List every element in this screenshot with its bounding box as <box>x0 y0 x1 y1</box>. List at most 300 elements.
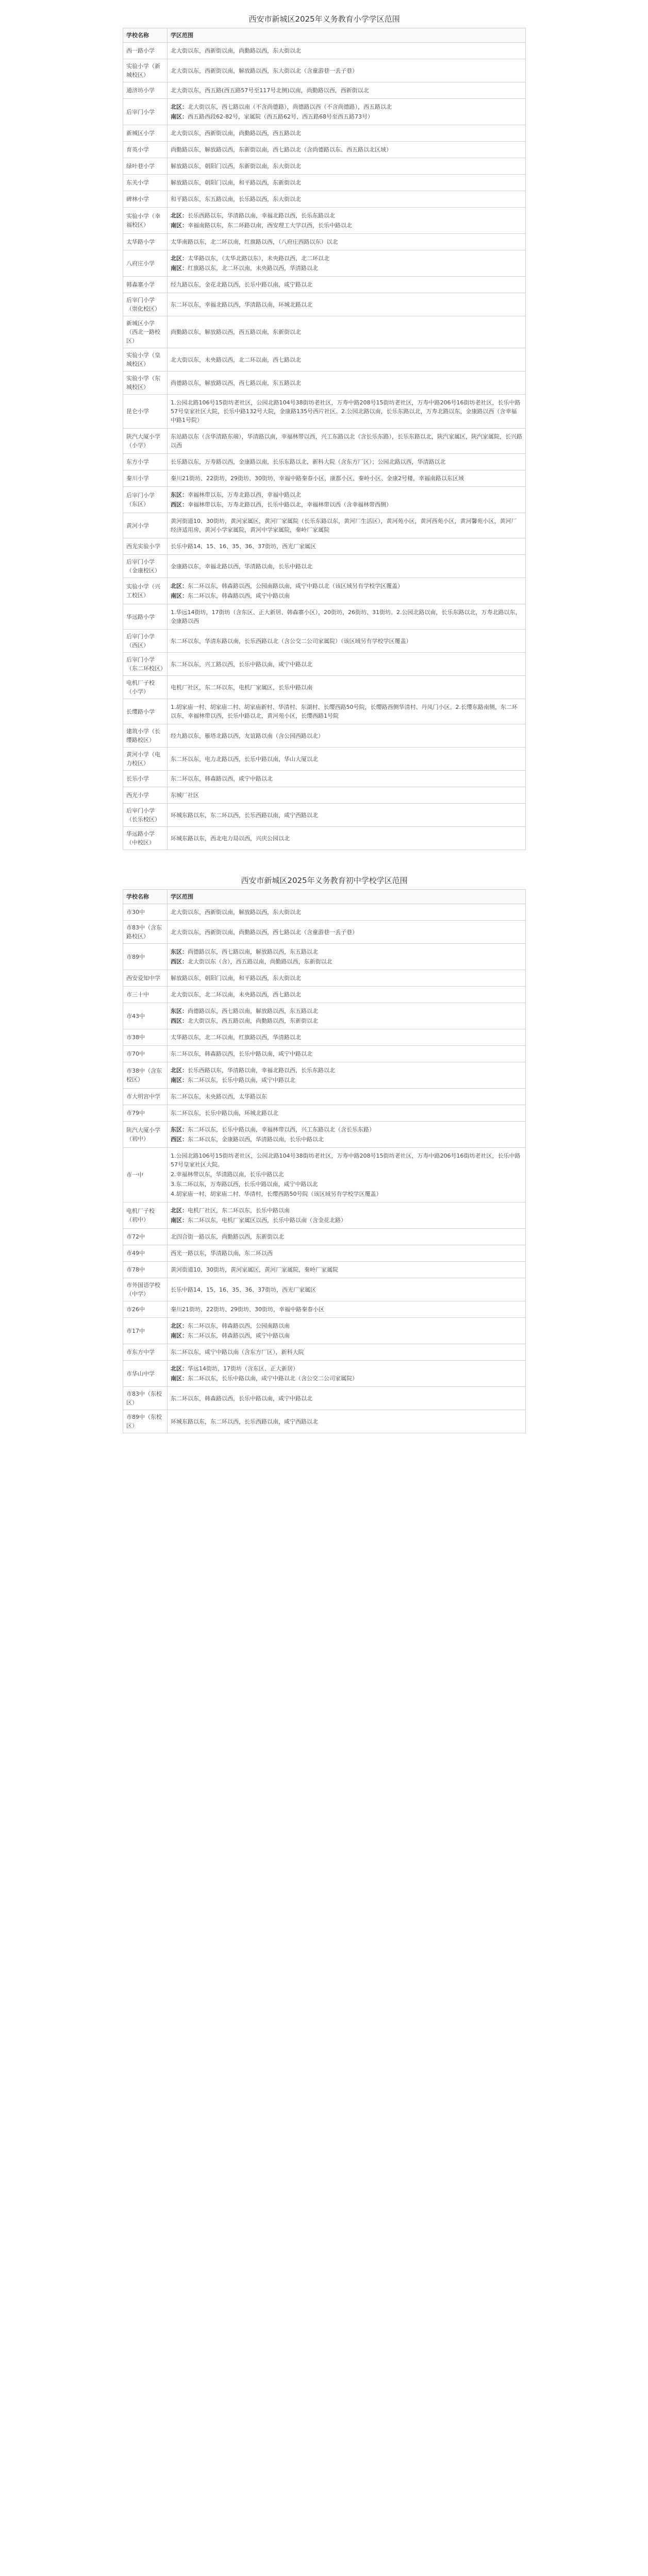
school-area-cell <box>168 429 526 454</box>
area-line <box>171 264 522 273</box>
area-text: 经九路以东，金花北路以西，长乐中路以南，咸宁路以北 <box>171 281 312 288</box>
table-row <box>123 208 526 234</box>
school-name-cell: 市83中（东校区） <box>123 1387 168 1410</box>
area-line <box>171 280 522 289</box>
area-line <box>171 254 522 263</box>
area-label: 西区： <box>171 958 188 965</box>
area-line <box>171 608 522 625</box>
area-label: 北区： <box>171 212 188 219</box>
school-name-cell: 秦川小学 <box>123 470 168 487</box>
school-name-cell: 八府庄小学 <box>123 250 168 277</box>
area-label: 东区： <box>171 948 188 955</box>
school-area-cell <box>168 277 526 293</box>
school-area-cell <box>168 1262 526 1278</box>
document-page <box>123 10 526 1433</box>
area-text: 环城东路以东，西北电力局以西，兴庆公园以北 <box>171 835 290 842</box>
area-line <box>171 811 522 820</box>
table-row <box>123 175 526 191</box>
school-area-cell <box>168 1318 526 1344</box>
area-text: 北大街以东，未央路以西，北二环以南，西七路以北 <box>171 356 301 363</box>
area-text: 长乐中路14、15、16、35、36、37街坊，西光厂家属区 <box>171 1286 316 1293</box>
area-line <box>171 834 522 843</box>
area-text: 华远14街坊，17街坊（含东区、正大新居） <box>188 1365 298 1372</box>
school-name-cell: 后宰门小学（金康校区） <box>123 555 168 578</box>
school-name-cell: 后宰门小学（西区） <box>123 630 168 653</box>
school-name-cell: 华远路小学（中校区） <box>123 827 168 850</box>
area-text: 解放路以东，朝阳门以南，和平路以西，东大街以北 <box>171 975 301 981</box>
area-line <box>171 1249 522 1258</box>
area-line <box>171 732 522 740</box>
school-name-cell: 市东方中学 <box>123 1344 168 1361</box>
school-name-cell: 西光小学 <box>123 787 168 804</box>
school-name-cell: 市17中 <box>123 1318 168 1344</box>
area-text: 太华路以东，（太华北路以东），未央路以西，北二环以北 <box>188 255 329 262</box>
area-line <box>171 474 522 483</box>
school-name-cell: 东方小学 <box>123 454 168 470</box>
table-row <box>123 1301 526 1318</box>
area-text: 北大街以东，西五路以南，尚勤路以西，东新街以北 <box>188 1018 318 1024</box>
area-text: 长乐中路14、15、16、35、36、37街坊，西光厂家属区 <box>171 543 316 550</box>
table-row <box>123 1229 526 1245</box>
school-name-cell: 建筑小学（长缨路校区） <box>123 724 168 748</box>
table-row <box>123 630 526 653</box>
area-line <box>171 221 522 230</box>
area-label: 南区： <box>171 1217 188 1224</box>
area-text: 电机厂社区，东二环以东，长乐中路以南 <box>188 1207 290 1214</box>
school-area-cell <box>168 699 526 724</box>
table-row <box>123 1361 526 1387</box>
school-area-cell <box>168 1278 526 1301</box>
school-area-cell <box>168 724 526 748</box>
school-area-cell <box>168 676 526 699</box>
area-label: 北区： <box>171 583 188 589</box>
school-area-cell <box>168 175 526 191</box>
area-line <box>171 791 522 800</box>
table-row <box>123 748 526 771</box>
table-row <box>123 1029 526 1046</box>
school-area-cell <box>168 293 526 316</box>
school-name-cell: 新城区小学 <box>123 125 168 142</box>
school-name-cell: 后宰门小学 <box>123 99 168 125</box>
area-line <box>171 145 522 154</box>
school-area-cell <box>168 348 526 371</box>
area-text: 环城东路以东，东二环以西，长乐西路以南，咸宁西路以北 <box>171 811 318 819</box>
primary-table-title: 西安市新城区2025年义务教育小学学区范围 <box>248 14 400 24</box>
table-header-row <box>123 28 526 43</box>
table-row <box>123 970 526 987</box>
area-line <box>171 178 522 187</box>
table-row <box>123 1062 526 1089</box>
school-name-cell: 黄河小学（电力校区） <box>123 748 168 771</box>
area-line <box>171 432 522 450</box>
area-text: 1.华远14街坊，17街坊（含东区、正大新居、韩森寨小区），20街坊，26街坊、31街坊。2.公园北路以南，长乐东路以北，万寿北路以东，金康路以西 <box>171 609 521 624</box>
area-text: 东二环以东，幸福北路以西，华清路以南，环城北路以北 <box>171 301 312 308</box>
school-area-cell <box>168 804 526 827</box>
area-label: 西区： <box>171 501 188 508</box>
area-text: 北大街以东，西新街以南，解放路以西，东大街以北（含童游巷一丢子巷） <box>171 67 358 74</box>
area-text: 东二环以东，韩森路以西，长乐中路以南，咸宁中路以北 <box>171 1395 312 1402</box>
area-line <box>171 1151 522 1169</box>
table-row <box>123 454 526 470</box>
area-text: 北大街以东，西新街以南，解放路以西，东大街以北 <box>171 909 301 916</box>
school-name-cell: 育英小学 <box>123 142 168 158</box>
school-area-cell <box>168 538 526 555</box>
area-text: 东二环以东，韩森路以西，咸宁中路以南 <box>188 1332 290 1339</box>
area-line <box>171 591 522 600</box>
area-line <box>171 1180 522 1189</box>
area-line <box>171 637 522 646</box>
area-text: 经九路以东，雁塔北路以西，友谊路以南（含公园西路以北） <box>171 732 324 739</box>
school-name-cell: 市三十中 <box>123 987 168 1003</box>
table-row <box>123 1105 526 1122</box>
table-row <box>123 555 526 578</box>
table-row <box>123 59 526 82</box>
table-row <box>123 578 526 604</box>
area-text: 金康路以东，幸福北路以西，华清路以南，长乐中路以北 <box>171 563 312 570</box>
table-row <box>123 395 526 429</box>
area-text: 1.公园北路106号15街坊老社区，公园北路104号38街坊老社区，万寿中路208号15街坊老社区，万寿中路206号16街坊老社区，长乐中路57号皇家社区大院，长乐中路132号大院，金康路135号西片社区。2.公园北路以南，长乐东路以北，万寿北路以东，金康路以西（含幸福中路1号院） <box>171 399 521 423</box>
table-row <box>123 470 526 487</box>
table-row <box>123 944 526 970</box>
area-text: 东二环以东，韩森路以西，长乐中路以南，咸宁中路以北 <box>171 1050 312 1057</box>
school-name-cell: 市79中 <box>123 1105 168 1122</box>
school-area-cell <box>168 944 526 970</box>
middle-table-title: 西安市新城区2025年义务教育初中学校学区范围 <box>241 876 408 885</box>
area-label: 南区： <box>171 1375 188 1382</box>
school-area-cell <box>168 191 526 208</box>
table-row <box>123 125 526 142</box>
school-area-cell <box>168 43 526 59</box>
school-area-cell <box>168 1202 526 1229</box>
area-text: 东二环以东，电机厂家属区以西，长乐中路以南（含金花北路） <box>188 1217 346 1224</box>
school-area-cell <box>168 371 526 395</box>
table-row <box>123 1202 526 1229</box>
school-area-cell <box>168 395 526 429</box>
area-line <box>171 703 522 720</box>
school-name-cell: 实验小学（幸福校区） <box>123 208 168 234</box>
table-row <box>123 1344 526 1361</box>
header-school: 学校名称 <box>123 890 168 904</box>
table-row <box>123 653 526 676</box>
school-name-cell: 陕汽大厦小学（初中） <box>123 1122 168 1148</box>
school-name-cell: 市大明宫中学 <box>123 1089 168 1105</box>
area-label: 东区： <box>171 1008 188 1014</box>
table-row <box>123 724 526 748</box>
school-name-cell: 实验小学（东城校区） <box>123 371 168 395</box>
table-row <box>123 804 526 827</box>
table-row <box>123 293 526 316</box>
table-header-row <box>123 890 526 904</box>
table-row <box>123 1410 526 1433</box>
area-text: 北四合街一路以东，尚勤路以西，东新街以北 <box>171 1233 284 1240</box>
area-text: 尚德路以东，解放路以西，西七路以南，东五路以北 <box>171 379 301 386</box>
area-text: 解放路以东，朝阳门以南，和平路以西，东新街以北 <box>171 179 301 186</box>
area-text: 和平路以东，东五路以南，长乐路以西，东大街以北 <box>171 196 301 202</box>
area-text: 北大街以东，西新街以南，尚勤路以西，东大街以北 <box>171 47 301 54</box>
table-row <box>123 99 526 125</box>
area-line <box>171 1285 522 1294</box>
school-name-cell: 市89中 <box>123 944 168 970</box>
area-text: 尚勤路以东，解放路以西，西五路以南，东新街以北 <box>171 329 301 335</box>
school-area-cell <box>168 470 526 487</box>
area-text: 幸福林带以东，万寿北路以西，幸福中路以北 <box>188 492 301 498</box>
area-text: 北大街以东，北二环以南，未央路以西，西七路以北 <box>171 991 301 998</box>
middle-table-body <box>123 904 526 1433</box>
table-row <box>123 771 526 787</box>
area-line <box>171 1109 522 1117</box>
area-label: 南区： <box>171 592 188 599</box>
table-row <box>123 513 526 538</box>
area-label: 南区： <box>171 222 188 229</box>
school-name-cell: 市华山中学 <box>123 1361 168 1387</box>
school-name-cell: 昆仑小学 <box>123 395 168 429</box>
school-name-cell: 绿叶巷小学 <box>123 158 168 175</box>
school-area-cell <box>168 787 526 804</box>
school-area-cell <box>168 1387 526 1410</box>
school-area-cell <box>168 555 526 578</box>
school-name-cell: 后宰门小学（崇化校区） <box>123 293 168 316</box>
school-area-cell <box>168 987 526 1003</box>
area-line <box>171 1265 522 1274</box>
school-name-cell: 市70中 <box>123 1046 168 1062</box>
area-line <box>171 1033 522 1042</box>
area-text: 尚勤路以东，解放路以西，东新街以南，西七路以北（含尚德路以东、西五路以北区域） <box>171 146 392 153</box>
table-row <box>123 827 526 850</box>
area-line <box>171 562 522 571</box>
school-name-cell: 实验小学（兴工校区） <box>123 578 168 604</box>
school-name-cell: 长缨路小学 <box>123 699 168 724</box>
school-area-cell <box>168 630 526 653</box>
school-name-cell: 市外国语学校（中学） <box>123 1278 168 1301</box>
school-area-cell <box>168 748 526 771</box>
table-row <box>123 277 526 293</box>
primary-table-body <box>123 43 526 850</box>
school-area-cell <box>168 99 526 125</box>
area-line <box>171 1232 522 1241</box>
area-line <box>171 162 522 171</box>
area-label: 北区： <box>171 104 188 110</box>
area-text: 解放路以东，朝阳门以西，东新街以南，东大街以北 <box>171 163 301 170</box>
school-area-cell <box>168 316 526 348</box>
school-name-cell: 后宰门小学（东二环校区） <box>123 653 168 676</box>
area-line <box>171 928 522 937</box>
school-name-cell: 后宰门小学（长乐校区） <box>123 804 168 827</box>
area-line <box>171 211 522 220</box>
area-text: 北大街以东，西五路(西五路57号至117号北侧)以南，尚勤路以西，西新街以北 <box>171 87 369 94</box>
table-row <box>123 1245 526 1262</box>
table-row <box>123 787 526 804</box>
area-line <box>171 238 522 246</box>
area-label: 东区： <box>171 492 188 498</box>
area-line <box>171 974 522 982</box>
table-row <box>123 429 526 454</box>
school-name-cell: 西光实验小学 <box>123 538 168 555</box>
school-area-cell <box>168 1410 526 1433</box>
area-text: 尚德路以东，西七路以南，解放路以西，东五路以北 <box>188 1008 318 1014</box>
school-name-cell: 东关小学 <box>123 175 168 191</box>
area-text: 北大街以东，西新街以南，尚勤路以西，西五路以北 <box>171 130 301 137</box>
school-name-cell: 电机厂子校（初中） <box>123 1202 168 1229</box>
area-line <box>171 582 522 590</box>
area-text: 东二环以东，咸宁中路以南（含东方厂区），新科大院 <box>171 1349 304 1355</box>
area-line <box>171 1206 522 1215</box>
area-line <box>171 379 522 387</box>
area-line <box>171 1007 522 1015</box>
school-name-cell: 市72中 <box>123 1229 168 1245</box>
area-line <box>171 947 522 956</box>
area-text: 北大街以东，西七路以南（不含尚德路），尚德路以西（不含尚德路），西五路以北 <box>188 104 392 110</box>
area-line <box>171 990 522 999</box>
table-row <box>123 250 526 277</box>
area-label: 南区： <box>171 265 188 272</box>
area-line <box>171 500 522 509</box>
table-row <box>123 348 526 371</box>
area-text: 东二环以东，韩森路以西，咸宁中路以南 <box>188 592 290 599</box>
school-area-cell <box>168 158 526 175</box>
table-row <box>123 1122 526 1148</box>
area-line <box>171 300 522 309</box>
area-text: 4.胡家庙一村、胡家庙二村、华清村，长缨西路50号院（该区域另有学校学区覆盖） <box>171 1191 382 1197</box>
school-name-cell: 实验小学（皇城校区） <box>123 348 168 371</box>
table-row <box>123 1003 526 1029</box>
area-line <box>171 457 522 466</box>
primary-school-table <box>123 28 526 850</box>
school-name-cell: 西安爱知中学 <box>123 970 168 987</box>
school-area-cell <box>168 1003 526 1029</box>
area-line <box>171 957 522 966</box>
school-area-cell <box>168 59 526 82</box>
table-row <box>123 699 526 724</box>
school-name-cell: 实验小学（新城校区） <box>123 59 168 82</box>
school-area-cell <box>168 1029 526 1046</box>
table-row <box>123 987 526 1003</box>
school-area-cell <box>168 1301 526 1318</box>
school-area-cell <box>168 513 526 538</box>
school-area-cell <box>168 1062 526 1089</box>
area-text: 长乐西路以东，华清路以南，幸福北路以西，长乐东路以北 <box>188 1067 335 1074</box>
school-name-cell: 碑林小学 <box>123 191 168 208</box>
school-area-cell <box>168 921 526 944</box>
area-line <box>171 195 522 204</box>
area-line <box>171 1049 522 1058</box>
table-row <box>123 1278 526 1301</box>
area-line <box>171 1092 522 1101</box>
area-text: 红旗路以东，北二环以南，未央路以西，华清路以北 <box>188 265 318 272</box>
school-area-cell <box>168 1361 526 1387</box>
school-area-cell <box>168 1122 526 1148</box>
area-label: 南区： <box>171 113 188 120</box>
area-text: 北大街以东，西新街以南，尚勤路以西，西七路以北（含童游巷一丢子巷） <box>171 928 358 936</box>
area-text: 东二环以东，华清东路以南，长乐西路以北（含公交二公司家属院）（该区域另有学校学区覆盖） <box>171 637 412 645</box>
middle-school-table <box>123 889 526 1433</box>
area-text: 幸福南路以东，东二环路以南，西安理工大学以西，长乐中路以北 <box>188 222 352 229</box>
area-line <box>171 1170 522 1179</box>
area-line <box>171 908 522 917</box>
area-text: 东站路以东（含华清路东端），华清路以南，幸福林带以西，兴工东路以北（含长乐东路），长乐东路以北，陕汽家属区，陕汽家属院，长兴路以西 <box>171 433 522 449</box>
table-row <box>123 1262 526 1278</box>
school-area-cell <box>168 970 526 987</box>
section-gap <box>123 850 526 872</box>
area-label: 北区： <box>171 1365 188 1372</box>
area-line <box>171 103 522 111</box>
area-text: 1.公园北路106号15街坊老社区，公园北路104号38街坊老社区，万寿中路208号15街坊老社区，万寿中路206号16街坊老社区，长乐中路57号皇家社区大院。 <box>171 1153 521 1168</box>
school-area-cell <box>168 125 526 142</box>
school-name-cell: 后宰门小学（东区） <box>123 487 168 513</box>
area-text: 长乐路以东，万寿路以西，金康路以南，长乐东路以北，新科大院（含东方厂区）；公园北路以西，华清路以北 <box>171 459 446 465</box>
area-text: 1.胡家庙一村、胡家庙二村、胡家庙新村、华清村、东湖村、长缨西路50号院，长缨路西侧华清村、丹凤门小区。2.长缨东路南侧，东二环以东，幸福林带以西，长乐中路以北，黄河苑小区，长缨西路1号院 <box>171 704 518 719</box>
area-line <box>171 1190 522 1198</box>
area-line <box>171 1076 522 1084</box>
school-area-cell <box>168 1245 526 1262</box>
school-area-cell <box>168 454 526 470</box>
area-line <box>171 774 522 783</box>
area-line <box>171 1066 522 1075</box>
school-area-cell <box>168 82 526 99</box>
area-text: 黄河街道10、30街坊，黄河家属区，黄河厂家属院（长乐东路以东，黄河厂生活区），黄河苑小区，黄河西苑小区，黄河馨苑小区，黄河厂经济适用房，黄河小学家属院，黄河中学家属院，秦岭厂家属院 <box>171 518 517 533</box>
school-name-cell: 华远路小学 <box>123 604 168 630</box>
school-name-cell: 市49中 <box>123 1245 168 1262</box>
area-line <box>171 490 522 499</box>
area-label: 北区： <box>171 1323 188 1329</box>
area-line <box>171 755 522 764</box>
table-row <box>123 1089 526 1105</box>
area-text: 幸福林带以东，万寿北路以西，长乐中路以北，幸福林带以西（含幸福林带西侧） <box>188 501 392 508</box>
area-line <box>171 683 522 692</box>
area-text: 东二环以东，未央路以西，太华路以东 <box>171 1093 267 1100</box>
school-area-cell <box>168 1344 526 1361</box>
area-label: 西区： <box>171 1018 188 1024</box>
school-name-cell: 市83中（含东路校区） <box>123 921 168 944</box>
table-row <box>123 1046 526 1062</box>
school-name-cell: 市26中 <box>123 1301 168 1318</box>
area-text: 电机厂社区，东二环以东，电机厂家属区，长乐中路以南 <box>171 684 312 691</box>
school-name-cell: 电机厂子校（小学） <box>123 676 168 699</box>
area-label: 北区： <box>171 1207 188 1214</box>
school-name-cell: 市38中（含东校区） <box>123 1062 168 1089</box>
area-line <box>171 1016 522 1025</box>
school-name-cell: 市78中 <box>123 1262 168 1278</box>
area-line <box>171 398 522 425</box>
school-name-cell: 韩森寨小学 <box>123 277 168 293</box>
area-line <box>171 1125 522 1134</box>
area-line <box>171 517 522 534</box>
school-name-cell: 市43中 <box>123 1003 168 1029</box>
school-area-cell <box>168 1046 526 1062</box>
area-label: 南区： <box>171 1077 188 1083</box>
school-name-cell: 新城区小学（西北一路校区） <box>123 316 168 348</box>
area-text: 长乐西路以东，华清路以南，幸福北路以西，长乐东路以北 <box>188 212 335 219</box>
school-area-cell <box>168 653 526 676</box>
area-label: 西区： <box>171 1136 188 1143</box>
area-text: 秦川21街坊、22街坊、29街坊、30街坊，幸福中路秦春小区 <box>171 1306 324 1313</box>
area-text: 东二环以东，长乐中路以南，环城北路以北 <box>171 1110 278 1116</box>
school-area-cell <box>168 1229 526 1245</box>
school-area-cell <box>168 208 526 234</box>
area-line <box>171 66 522 75</box>
area-text: 北大街以东（含），西五路以南，尚勤路以西，东新街以北 <box>188 958 333 965</box>
area-line <box>171 1417 522 1426</box>
school-name-cell: 陕汽大厦小学（小学） <box>123 429 168 454</box>
school-area-cell <box>168 234 526 250</box>
area-label: 东区： <box>171 1126 188 1133</box>
area-text: 西光一路以东，华清路以南，东二环以西 <box>171 1250 273 1257</box>
school-name-cell: 市30中 <box>123 904 168 921</box>
table-row <box>123 191 526 208</box>
area-text: 3.东二环以东，万寿路以西，长乐中路以南，咸宁中路以北 <box>171 1181 318 1188</box>
school-name-cell: 太华路小学 <box>123 234 168 250</box>
area-line <box>171 1135 522 1144</box>
header-area: 学区范围 <box>168 28 526 43</box>
